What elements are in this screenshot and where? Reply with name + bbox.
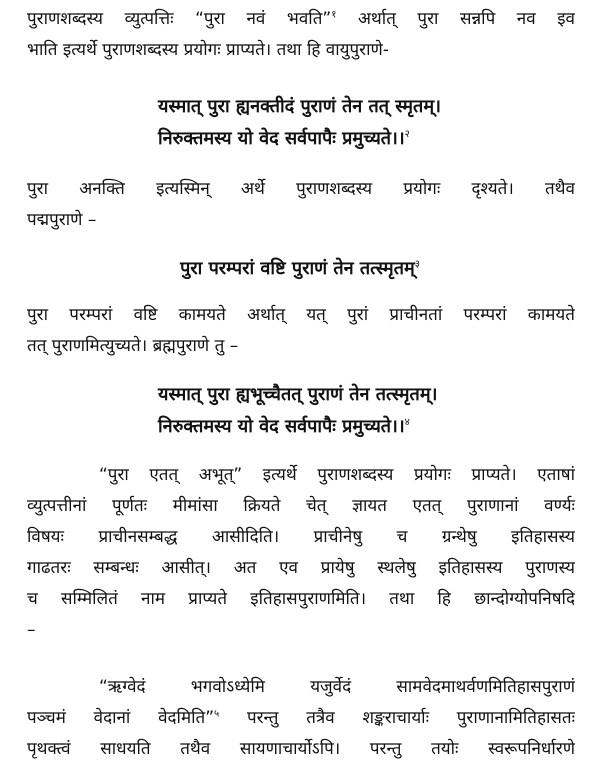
verse-line <box>0 257 600 281</box>
line-text: पृथक्त्वं साधयति तथैव सायणाचार्योऽपि। परन्तु तयोः स्वरूपनिर्धारणे <box>27 739 575 759</box>
paragraph-line <box>27 619 575 641</box>
verse-line <box>158 415 558 439</box>
verse-line <box>158 95 558 119</box>
verse-text: यस्मात् पुरा ह्यनक्तीदं पुराणं तेन तत् स्मृतम्। <box>158 96 441 117</box>
line-text: च सम्मिलितं नाम प्राप्यते इतिहासपुराणमिति। तथा हि छान्दोग्योपनिषदि <box>27 589 575 609</box>
line-text: व्युत्पत्तीनां पूर्णतः मीमांसा क्रियते चेत् ज्ञायत एतत् पुराणानां वर्ण्यः <box>27 496 575 516</box>
line-text: अर्थात् पुरा सन्नपि नव इव <box>336 9 575 29</box>
line-text: “पुरा एतत् अभूत्” इत्यर्थे पुराणशब्दस्य प्रयोगः प्राप्यते। एताषां <box>99 465 575 485</box>
verse-text: पुरा परम्परां वष्टि पुराणं तेन तत्स्मृतम् <box>180 258 415 279</box>
verse-line <box>158 127 558 151</box>
paragraph-line <box>27 335 575 357</box>
line-text: गाढतरः सम्बन्धः आसीत्। अत एव प्रायेषु स्थलेषु इतिहासस्य पुराणस्य <box>27 558 575 578</box>
paragraph-line <box>27 707 575 729</box>
paragraph-line <box>27 8 575 30</box>
line-text: पञ्चमं वेदानां वेदमिति” <box>27 708 215 728</box>
paragraph-line <box>99 676 575 698</box>
paragraph-line <box>27 209 575 231</box>
line-text: तत् पुराणमित्युच्यते। ब्रह्मपुराणे तु – <box>27 336 239 356</box>
verse-line <box>158 383 558 407</box>
footnote-marker: ४ <box>404 417 410 428</box>
line-text: पुराणशब्दस्य व्युत्पत्तिः “पुरा नवं भवति” <box>27 9 332 29</box>
footnote-marker: ३ <box>414 259 420 270</box>
footnote-marker: १ <box>331 9 337 21</box>
line-text: पुरा अनक्ति इत्यस्मिन् अर्थे पुराणशब्दस्य प्रयोगः दृश्यते। तथैव <box>27 179 575 199</box>
paragraph-line <box>27 178 575 200</box>
paragraph-line <box>27 557 575 579</box>
line-text: – <box>27 620 36 640</box>
line-text: पद्मपुराणे – <box>27 210 97 230</box>
verse-text: निरुक्तमस्य यो वेद सर्वपापैः प्रमुच्यते।। <box>158 416 405 437</box>
line-text: पुरा परम्परां वष्टि कामयते अर्थात् यत् पुरां प्राचीनतां परम्परां कामयते <box>27 305 575 325</box>
line-text: परन्तु तत्रैव शङ्कराचार्याः पुराणानामितिहासतः <box>219 708 575 728</box>
line-text: विषयः प्राचीनसम्बद्ध आसीदिति। प्राचीनेषु च ग्रन्थेषु इतिहासस्य <box>27 527 575 547</box>
paragraph-line <box>27 304 575 326</box>
paragraph-line <box>99 464 575 486</box>
footnote-marker: ५ <box>214 708 220 720</box>
verse-text: यस्मात् पुरा ह्यभूच्चैतत् पुराणं तेन तत्स्मृतम्। <box>158 384 438 405</box>
paragraph-line <box>27 39 575 61</box>
footnote-marker: २ <box>404 129 410 140</box>
paragraph-line <box>27 526 575 548</box>
paragraph-line <box>27 738 575 760</box>
paragraph-line <box>27 588 575 610</box>
paragraph-line <box>27 495 575 517</box>
verse-text: निरुक्तमस्य यो वेद सर्वपापैः प्रमुच्यते।। <box>158 128 405 149</box>
line-text: “ऋग्वेदं भगवोऽध्येमि यजुर्वेदं सामवेदमाथर्वणमितिहासपुराणं <box>99 677 575 697</box>
line-text: भाति इत्यर्थे पुराणशब्दस्य प्रयोगः प्राप्यते। तथा हि वायुपुराणे- <box>27 40 389 60</box>
